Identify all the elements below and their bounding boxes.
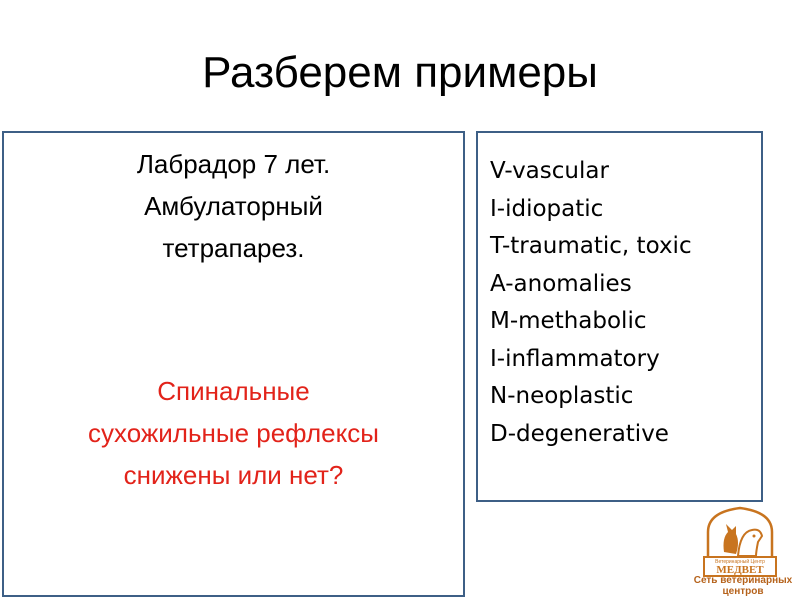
cat-icon [724, 524, 739, 554]
logo-caption-line: Сеть ветеринарных [693, 575, 793, 586]
list-item: M-methabolic [490, 308, 647, 334]
question-line: сухожильные рефлексы [88, 418, 379, 448]
case-description [4, 143, 463, 269]
list-item: A-anomalies [490, 270, 632, 297]
logo-caption [688, 575, 798, 597]
vitamin-d-box [476, 131, 763, 502]
question-line: снижены или нет? [123, 460, 344, 490]
case-line: тетрапарез. [162, 233, 305, 263]
list-item: V-vascular [490, 158, 609, 184]
dog-icon [738, 530, 762, 556]
question-line: Спинальные [157, 376, 310, 406]
list-item: N-neoplastic [490, 383, 634, 409]
list-item: I-idiopatic [490, 195, 604, 222]
reflex-question [4, 370, 463, 496]
logo-brand: МЕДВЕТ [716, 564, 764, 576]
case-line: Амбулаторный [144, 191, 323, 221]
case-line: Лабрадор 7 лет. [136, 149, 331, 179]
case-box [2, 131, 465, 597]
list-item: D-degenerative [490, 420, 669, 447]
list-item: I-inflammatory [490, 345, 660, 372]
slide-title: Разберем примеры [202, 48, 598, 97]
logo-small-text: Ветеринарный Центр [715, 559, 765, 565]
list-item: T-traumatic, toxic [490, 233, 692, 259]
logo-caption-line: центров [722, 586, 764, 597]
vitamin-d-list [490, 153, 692, 453]
